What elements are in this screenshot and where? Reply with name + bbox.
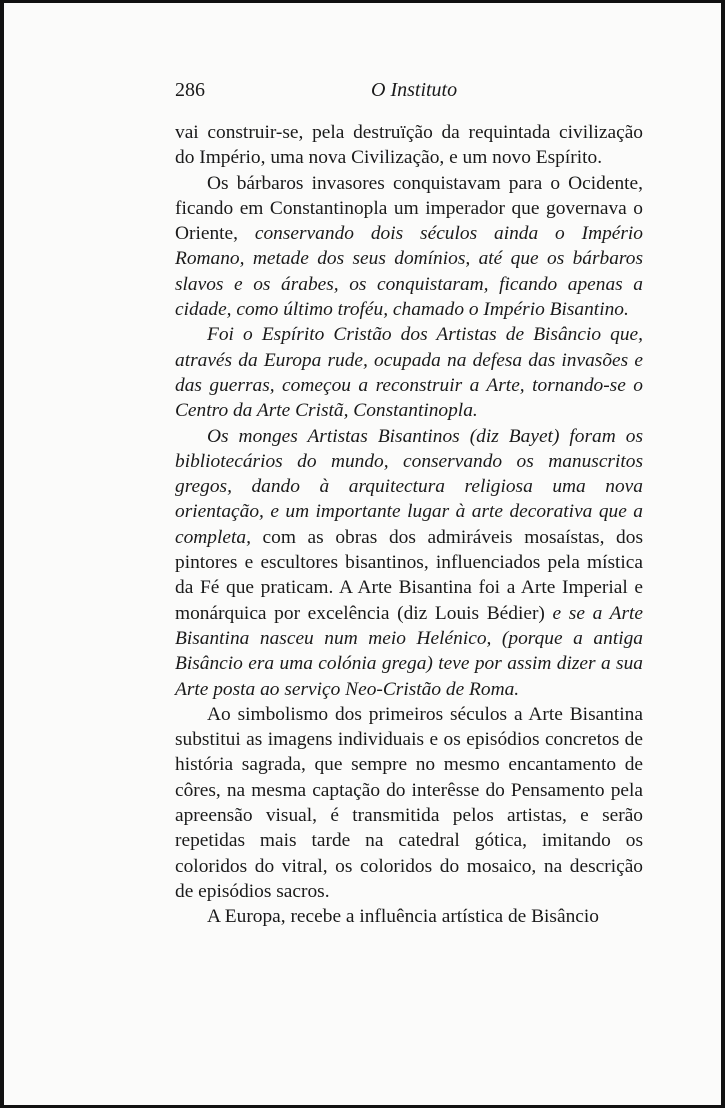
paragraph [175, 171, 643, 323]
italic-text-segment: conservando dois séculos ainda o Império Romano, metade dos seus domínios, até que os bárbaros slavos e os árabes, os conquistaram, ficando apenas a cidade, como último troféu, chamado o Império Bisantino. [175, 223, 644, 321]
paragraph [175, 702, 643, 904]
paragraph [175, 424, 643, 702]
italic-text-segment: e se a Arte Bisantina nasceu num meio Helénico, (porque a antiga Bisâncio era uma colónia grega) teve por assim dizer a sua Arte posta ao serviço Neo-Cristão de Roma. [175, 602, 643, 700]
page-header [175, 79, 621, 105]
italic-text-segment: Foi o Espírito Cristão dos Artistas de Bisâncio que, através da Europa rude, ocupada na defesa das invasões e das guerras, começou a reconstruir a Arte, tornando-se o Centro da Arte Cristã, Constantinopla. [175, 324, 643, 422]
text-segment: com as obras dos admiráveis mosaístas, dos pintores e escultores bisantinos, influenciados pela mística da Fé que praticam. A Arte Bisantina foi a Arte Imperial e monárquica por excelência (diz Louis Bédier) [175, 526, 643, 624]
text-segment: Os bárbaros invasores conquistavam para o Ocidente, ficando em Constantinopla um imperador que governava o Oriente, [175, 172, 643, 245]
body-text [175, 120, 643, 930]
page-number: 286 [175, 79, 205, 101]
paragraph [175, 120, 643, 171]
paragraph [175, 904, 643, 929]
text-segment: A Europa, recebe a influência artística de Bisâncio [207, 906, 599, 928]
running-title: O Instituto [371, 79, 458, 101]
paragraph [175, 322, 643, 423]
text-segment: Ao simbolismo dos primeiros séculos a Arte Bisantina substitui as imagens individuais e os episódios concretos de história sagrada, que sempre no mesmo encantamento de côres, na mesma captação do interêsse do Pensamento pela apreensão visual, é transmitida pelos artistas, e serão repetidas mais tarde na catedral gótica, imitando os coloridos do vitral, os coloridos do mosaico, na descrição de episódios sacros. [175, 703, 643, 902]
text-segment: vai construir-se, pela destruïção da requintada civilização do Império, uma nova Civilização, e um novo Espírito. [175, 122, 643, 169]
italic-text-segment: Os monges Artistas Bisantinos (diz Bayet) foram os bibliotecários do mundo, conservando os manuscritos gregos, dando à arquitectura religiosa uma nova orientação, e um importante lugar à arte decorativa que a completa, [175, 425, 643, 548]
